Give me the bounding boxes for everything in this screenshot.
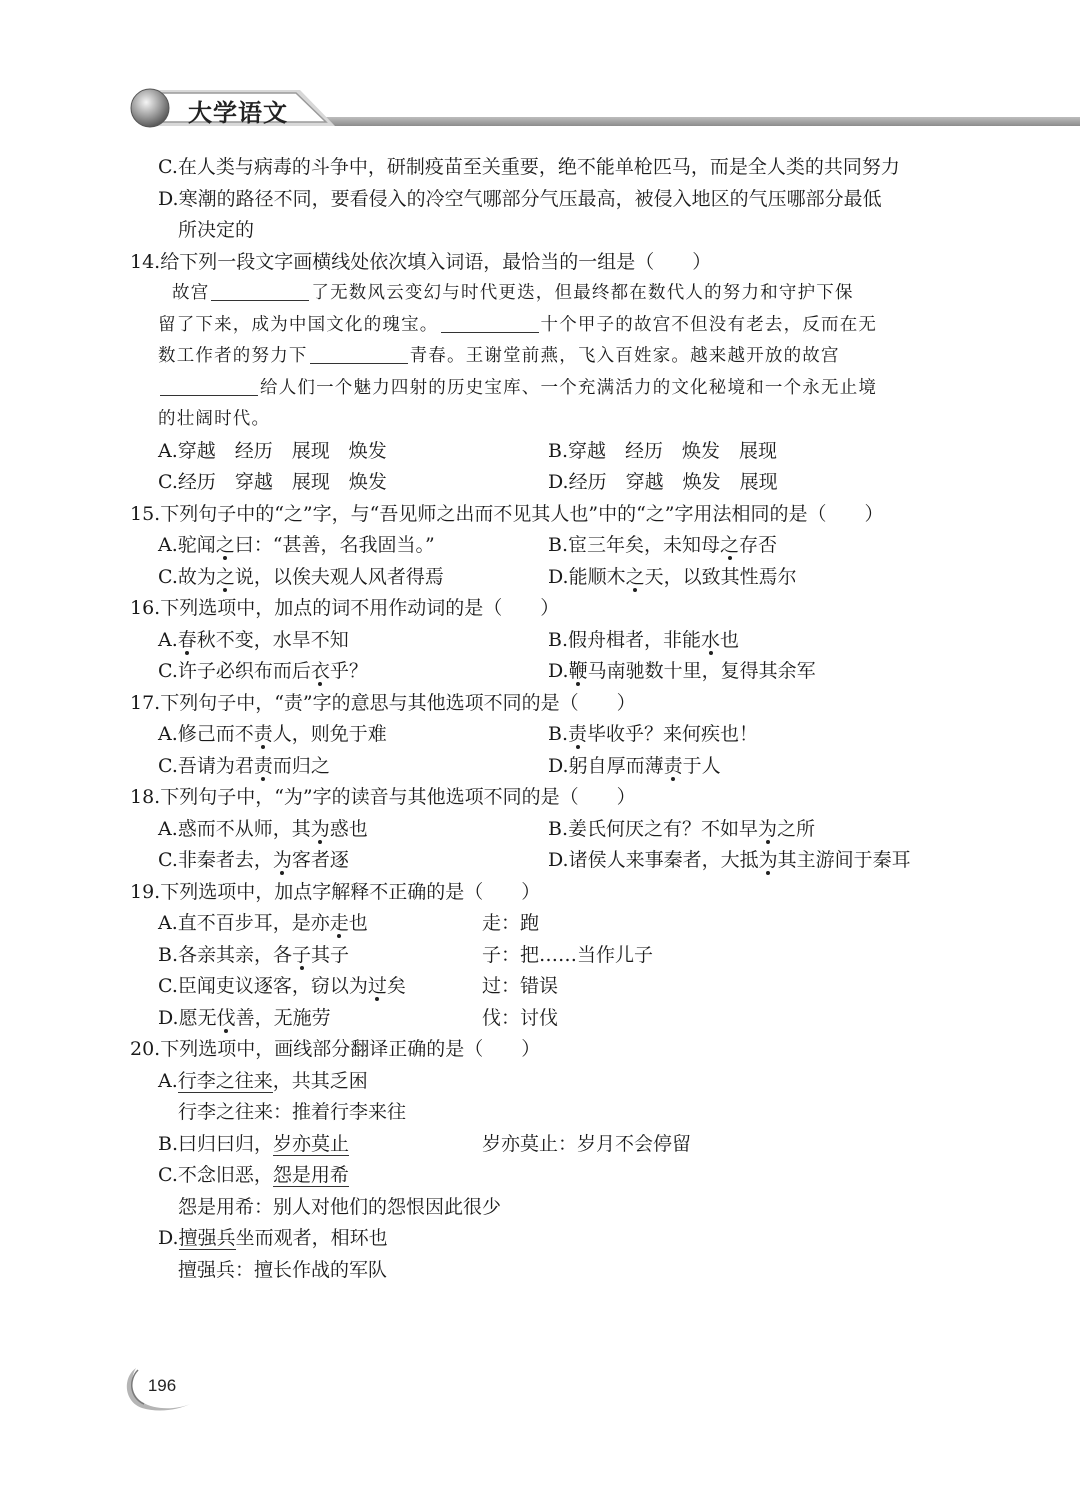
- options-row: [130, 751, 960, 783]
- fill-blank: [211, 280, 309, 301]
- question-19: 19.下列选项中，加点字解释不正确的是（ ）: [130, 880, 541, 903]
- option-13c: C.在人类与病毒的斗争中，研制疫苗至关重要，绝不能单枪匹马，而是全人类的共同努力: [158, 156, 900, 178]
- dotted-char: 水: [701, 628, 721, 651]
- options-row: [130, 1129, 960, 1161]
- translation-c: 怨是用希：别人对他们的怨恨因此很少: [178, 1195, 502, 1218]
- dotted-char: 责: [253, 754, 273, 777]
- dotted-char: 为: [310, 817, 330, 840]
- options-row: [130, 845, 960, 877]
- dotted-char: 为: [758, 849, 778, 871]
- option-13d-continued: 所决定的: [178, 219, 255, 241]
- option-b: B.假舟楫者，非能水也: [548, 628, 740, 651]
- dotted-char: 为: [758, 817, 778, 840]
- page-number: 196: [147, 1376, 177, 1395]
- underlined-text: 行李之往来: [177, 1069, 273, 1092]
- dotted-char: 之: [720, 534, 740, 556]
- dotted-char: 子: [292, 943, 312, 966]
- option-a: A.惑而不从师，其为惑也: [158, 817, 368, 840]
- question-15: 15.下列句子中的“之”字，与“吾见师之出而不见其人也”中的“之”字用法相同的是（ ）: [130, 502, 884, 525]
- explanation-c: 过：错误: [482, 975, 559, 997]
- dotted-char: 责: [663, 754, 683, 777]
- options-row: [130, 467, 960, 499]
- option-b: B.曰归曰归，岁亦莫止: [158, 1132, 350, 1155]
- translation-d: 擅强兵：擅长作战的军队: [178, 1258, 388, 1281]
- translation-b: 岁亦莫止：岁月不会停留: [482, 1132, 692, 1155]
- fill-blank: [160, 375, 258, 396]
- dotted-char: 责: [568, 723, 588, 745]
- option-d: D.经历 穿越 焕发 展现: [548, 471, 778, 493]
- options-row: [130, 908, 960, 940]
- options-row: [130, 814, 960, 846]
- underlined-text: 怨是用希: [272, 1164, 349, 1186]
- passage-line: 的壮阔时代。: [158, 409, 271, 429]
- dotted-char: 为: [272, 849, 292, 871]
- dotted-char: 之: [625, 565, 645, 588]
- question-18: 18.下列句子中，“为”字的读音与其他选项不同的是（ ）: [130, 786, 636, 808]
- option-c: C.臣闻吏议逐客，窃以为过矣: [158, 975, 406, 997]
- option-c: C.不念旧恶，怨是用希: [158, 1164, 349, 1186]
- dotted-char: 之: [215, 565, 235, 588]
- fill-blank: [310, 343, 408, 364]
- options-row: [130, 656, 960, 688]
- passage-line: 给人们一个魅力四射的历史宝库、一个充满活力的文化秘境和一个永无止境: [130, 373, 960, 405]
- option-d: D.擅强兵坐而观者，相环也: [158, 1227, 388, 1249]
- options-row: [130, 1003, 960, 1035]
- underlined-text: 岁亦莫止: [273, 1132, 350, 1155]
- passage-line: 数工作者的努力下 青春。王谢堂前燕，飞入百姓家。越来越开放的故宫: [130, 341, 960, 373]
- option-a: A.驼闻之曰：“甚善，名我固当。”: [158, 534, 435, 556]
- question-16: 16.下列选项中，加点的词不用作动词的是（ ）: [130, 597, 560, 619]
- option-d: D.鞭马南驰数十里，复得其余军: [548, 660, 816, 682]
- explanation-b: 子：把……当作儿子: [482, 943, 654, 966]
- option-b: B.宦三年矣，未知母之存否: [548, 534, 778, 556]
- question-20: 20.下列选项中，画线部分翻译正确的是（ ）: [130, 1038, 541, 1060]
- dotted-char: 衣: [310, 660, 330, 682]
- option-d: D.愿无伐善，无施劳: [158, 1006, 331, 1029]
- passage-line: 故宫 了无数风云变幻与时代更迭，但最终都在数代人的努力和守护下保: [130, 278, 960, 310]
- sphere-icon: [131, 89, 169, 127]
- option-d: D.躬自厚而薄责于人: [548, 754, 721, 777]
- option-c: C.故为之说，以俟夫观人风者得焉: [158, 565, 444, 588]
- passage-line: 留了下来，成为中国文化的瑰宝。 十个甲子的故宫不但没有老去，反而在无: [130, 310, 960, 342]
- options-row: [130, 940, 960, 972]
- dotted-char: 责: [253, 723, 273, 745]
- dotted-char: 过: [367, 975, 387, 997]
- translation-a: 行李之往来：推着行李来往: [178, 1101, 407, 1123]
- question-14: 14.给下列一段文字画横线处依次填入词语，最恰当的一组是（ ）: [130, 250, 712, 273]
- dotted-char: 伐: [216, 1006, 236, 1029]
- options-row: [130, 436, 960, 468]
- options-row: [130, 625, 960, 657]
- option-a: A.春秋不变，水旱不知: [158, 628, 349, 651]
- dotted-char: 春: [177, 628, 197, 651]
- underlined-text: 擅强兵: [178, 1227, 236, 1249]
- explanation-d: 伐：讨伐: [482, 1006, 559, 1029]
- options-row: [130, 971, 960, 1003]
- option-a: A.行李之往来，共其乏困: [158, 1069, 368, 1092]
- dotted-char: 鞭: [568, 660, 588, 682]
- option-d: D.诸侯人来事秦者，大抵为其主游间于秦耳: [548, 849, 911, 871]
- option-a: A.穿越 经历 展现 焕发: [158, 439, 387, 462]
- passage-14: [130, 278, 960, 436]
- header-banner: [0, 0, 1080, 140]
- option-c: C.吾请为君责而归之: [158, 754, 330, 777]
- option-13d: D.寒潮的路径不同，要看侵入的冷空气哪部分气压最高，被侵入地区的气压哪部分最低: [158, 187, 882, 210]
- explanation-a: 走：跑: [482, 912, 540, 934]
- option-a: A.修己而不责人，则免于难: [158, 723, 387, 745]
- options-row: [130, 530, 960, 562]
- dotted-char: 之: [215, 534, 235, 556]
- option-c: C.许子必织布而后衣乎？: [158, 660, 368, 682]
- dotted-char: 走: [329, 912, 349, 934]
- question-17: 17.下列句子中，“责”字的意思与其他选项不同的是（ ）: [130, 691, 636, 714]
- chapter-title: 大学语文: [188, 99, 288, 127]
- option-a: A.直不百步耳，是亦走也: [158, 912, 368, 934]
- option-b: B.责毕收乎？来何疾也！: [548, 723, 759, 745]
- option-c: C.非秦者去，为客者逐: [158, 849, 349, 871]
- options-row: [130, 719, 960, 751]
- option-c: C.经历 穿越 展现 焕发: [158, 471, 387, 493]
- option-b: B.穿越 经历 焕发 展现: [548, 439, 778, 462]
- options-row: [130, 562, 960, 594]
- option-d: D.能顺木之天，以致其性焉尔: [548, 565, 797, 588]
- option-b: B.姜氏何厌之有？不如早为之所: [548, 817, 816, 840]
- page-content: [130, 152, 960, 1286]
- fill-blank: [441, 312, 539, 333]
- option-b: B.各亲其亲，各子其子: [158, 943, 350, 966]
